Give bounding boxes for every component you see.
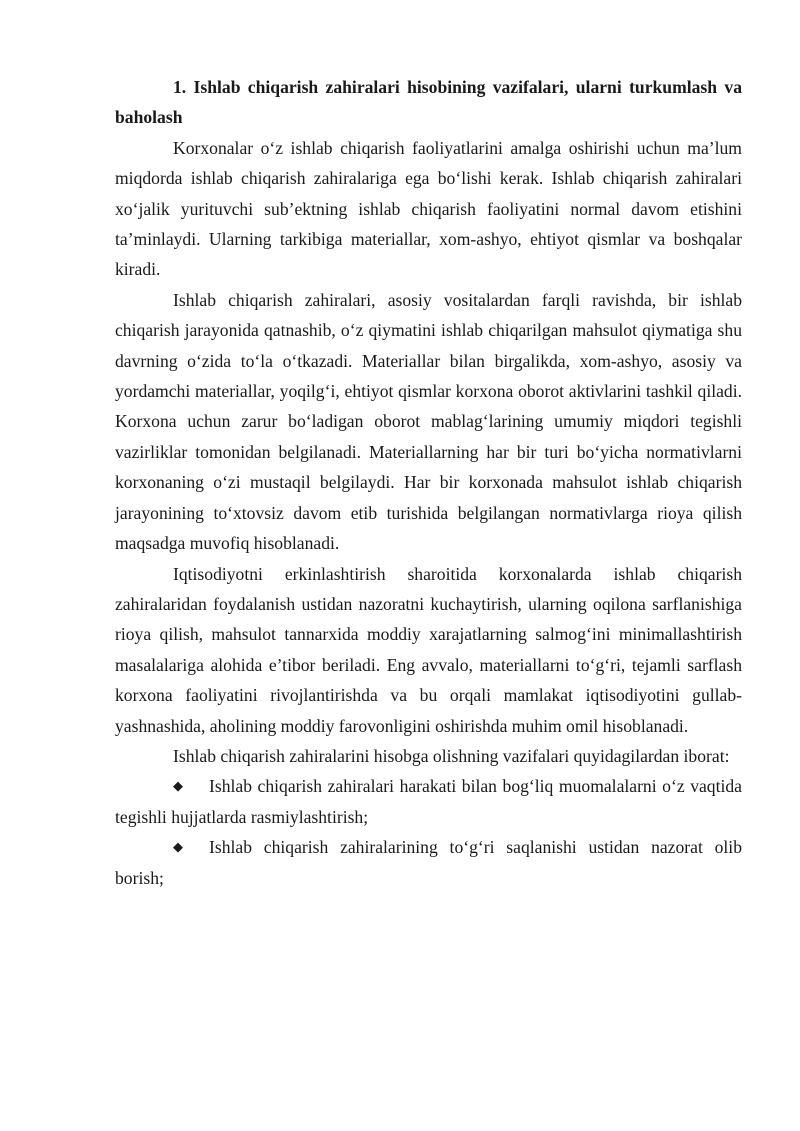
bullet-text: Ishlab chiqarish zahiralari harakati bilan bog‘liq muomalalarni o‘z vaqtida tegishli hujjatlarda rasmiylashtirish; xyxy=(115,776,742,827)
paragraph-tasks-intro: Ishlab chiqarish zahiralarini hisobga olishning vazifalari quyidagilardan iborat: xyxy=(173,745,730,766)
paragraph-inventory-nature: Ishlab chiqarish zahiralari, asosiy vositalardan farqli ravishda, bir ishlab chiqarish jarayonida qatnashib, o‘z qiymatini ishlab chiqarilgan mahsulot qiymatiga shu davrning o‘zida to‘la o‘tkazadi. Materiallar bilan birgalikda, xom-ashyo, asosiy va yordamchi materiallar, yoqilg‘i, ehtiyot qismlar korxona oborot aktivlarini tashkil qiladi. Korxona uchun zarur bo‘ladigan oborot mablag‘larining umumiy miqdori tegishli vazirliklar tomonidan belgilanadi. Materiallarning har bir turi bo‘yicha normativlarni korxonaning o‘zi mustaqil belgilaydi. Har bir korxonada mahsulot ishlab chiqarish jarayonining to‘xtovsiz davom etib turishida belgilangan normativlarga rioya qilish maqsadga muvofiq hisoblanadi. xyxy=(115,289,742,554)
document-page xyxy=(115,72,742,893)
section-heading: 1. Ishlab chiqarish zahiralari hisobining vazifalari, ularni turkumlash va baholash xyxy=(115,77,742,128)
diamond-bullet-icon: ◆ xyxy=(173,778,183,794)
bullet-text: Ishlab chiqarish zahiralarining to‘g‘ri saqlanishi ustidan nazorat olib borish; xyxy=(115,837,742,888)
bullet-item xyxy=(115,771,742,832)
bullet-item xyxy=(115,832,742,893)
diamond-bullet-icon: ◆ xyxy=(173,839,183,855)
paragraph-intro: Korxonalar o‘z ishlab chiqarish faoliyatlarini amalga oshirishi uchun ma’lum miqdorda ishlab chiqarish zahiralariga ega bo‘lishi kerak. Ishlab chiqarish zahiralari xo‘jalik yurituvchi sub’ektning ishlab chiqarish faoliyatini normal davom etishini ta’minlaydi. Ularning tarkibiga materiallar, xom-ashyo, ehtiyot qismlar va boshqalar kiradi. xyxy=(115,137,742,280)
paragraph-economy-control: Iqtisodiyotni erkinlashtirish sharoitida korxonalarda ishlab chiqarish zahiralaridan foydalanish ustidan nazoratni kuchaytirish, ularning oqilona sarflanishiga rioya qilish, mahsulot tannarxida moddiy xarajatlarning salmog‘ini minimallashtirish masalalariga alohida e’tibor beriladi. Eng avvalo, materiallarni to‘g‘ri, tejamli sarflash korxona faoliyatini rivojlantirishda va bu orqali mamlakat iqtisodiyotini gullab-yashnashida, aholining moddiy farovonligini oshirishda muhim omil hisoblanadi. xyxy=(115,563,742,736)
